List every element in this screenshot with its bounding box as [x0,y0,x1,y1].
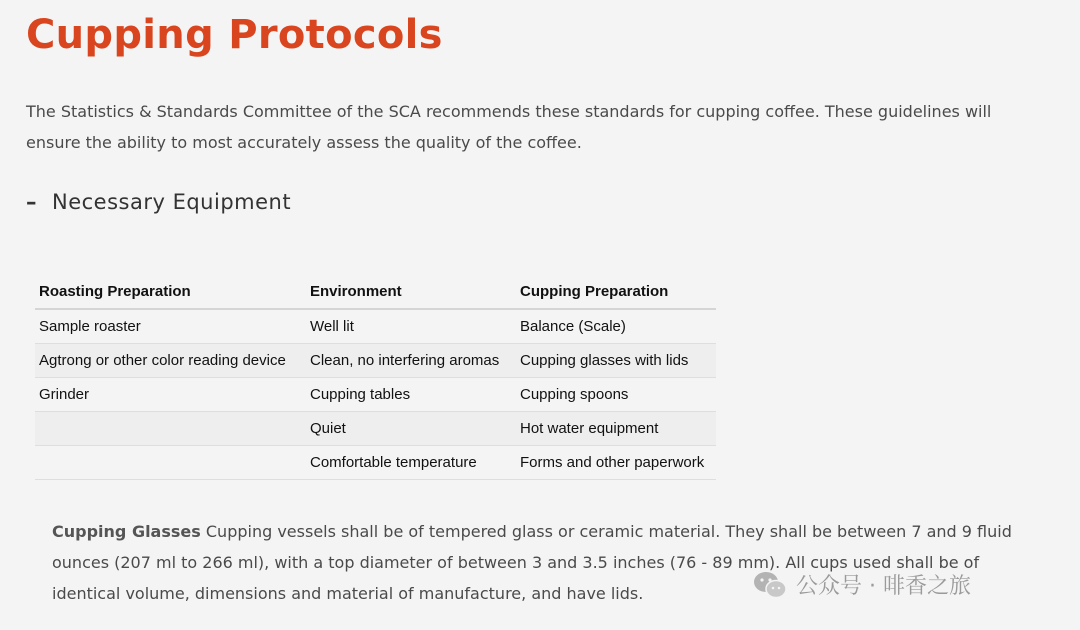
table-cell: Comfortable temperature [306,446,516,480]
table-header-row [35,274,716,309]
cupping-glasses-term: Cupping Glasses [52,522,201,541]
section-heading: Necessary Equipment [52,190,292,214]
intro-paragraph: The Statistics & Standards Committee of the SCA recommends these standards for cupping coffee. These guidelines will ensure the ability to most accurately assess the quality of the coffee. [26,102,992,152]
table-cell: Hot water equipment [516,412,716,446]
column-header: Cupping Preparation [516,274,716,309]
table-cell: Agtrong or other color reading device [35,344,306,378]
table-cell [35,412,306,446]
table-cell [35,446,306,480]
table-row [35,446,716,480]
table-row [35,309,716,344]
table-cell: Grinder [35,378,306,412]
table-cell: Cupping glasses with lids [516,344,716,378]
column-header: Roasting Preparation [35,274,306,309]
table-cell: Sample roaster [35,309,306,344]
table-cell: Forms and other paperwork [516,446,716,480]
table-cell: Quiet [306,412,516,446]
section-necessary-equipment[interactable] [26,190,291,214]
equipment-table [35,274,716,480]
page-title: Cupping Protocols [26,12,443,58]
table-row [35,412,716,446]
collapse-icon[interactable]: – [26,190,37,214]
table-cell: Clean, no interfering aromas [306,344,516,378]
wechat-icon [752,570,788,600]
table-row [35,344,716,378]
watermark-text: 公众号 · 啡香之旅 [796,574,971,599]
cupping-glasses-text: Cupping vessels shall be of tempered glass or ceramic material. They shall be between 7 and 9 fluid ounces (207 ml to 266 ml), with a top diameter of between 3 and 3.5 inches (76 - 89 mm). All cups used shall be of identical volume, dimensions and material of manufacture, and have lids. [52,522,1012,603]
column-header: Environment [306,274,516,309]
table-cell: Cupping spoons [516,378,716,412]
table-cell: Cupping tables [306,378,516,412]
table-row [35,378,716,412]
watermark [752,569,971,600]
table-cell: Balance (Scale) [516,309,716,344]
table-cell: Well lit [306,309,516,344]
